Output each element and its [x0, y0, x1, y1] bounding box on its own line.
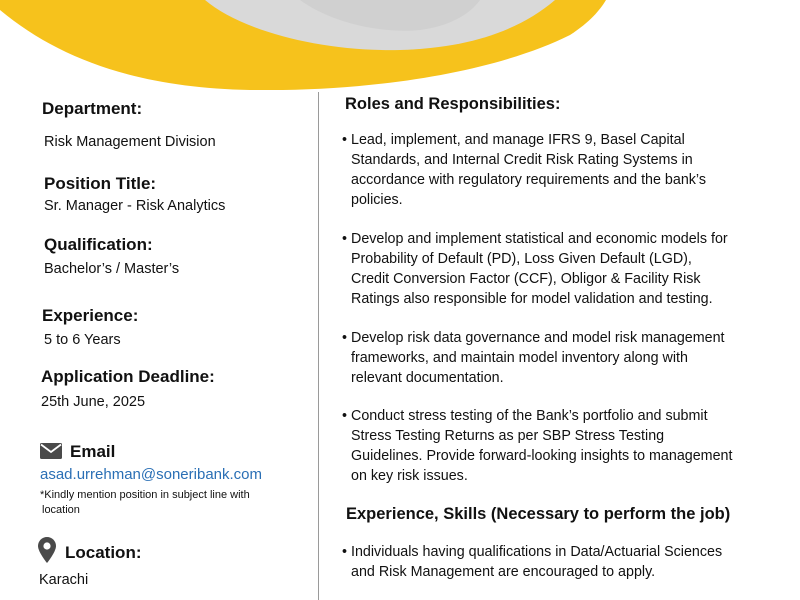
skill-line-text: Individuals having qualifications in Data/Actuarial Sciences — [351, 544, 723, 560]
email-note-line-1: *Kindly mention position in subject line with — [40, 489, 250, 501]
bullet-icon: • — [342, 408, 348, 424]
role-line: Stress Testing Returns as per SBP Stress Testing — [351, 428, 665, 444]
bullet-icon: • — [342, 132, 348, 148]
responsibilities-column — [338, 0, 800, 600]
location-label: Location: — [65, 543, 142, 562]
qualification-value: Bachelor’s / Master’s — [44, 261, 180, 277]
location-value: Karachi — [39, 572, 89, 588]
experience-label: Experience: — [42, 306, 139, 325]
role-line-text: Conduct stress testing of the Bank’s portfolio and submit — [351, 408, 708, 424]
envelope-icon — [40, 443, 62, 459]
role-line-text: Develop and implement statistical and economic models for — [351, 231, 728, 247]
role-item — [342, 406, 794, 486]
role-line: relevant documentation. — [351, 370, 504, 386]
skills-heading: Experience, Skills (Necessary to perform the job) — [346, 505, 731, 523]
role-line: policies. — [351, 192, 403, 208]
role-line: frameworks, and maintain model inventory along with — [351, 350, 688, 366]
role-line: Credit Conversion Factor (CCF), Obligor & Facility Risk — [351, 271, 701, 287]
bullet-icon: • — [342, 231, 348, 247]
role-item — [342, 130, 794, 210]
email-note-line-2: location — [42, 504, 80, 516]
role-line: Standards, and Internal Credit Risk Rating Systems in — [351, 152, 693, 168]
bullet-icon: • — [342, 330, 348, 346]
role-line-text: Develop risk data governance and model risk management — [351, 330, 725, 346]
role-line — [342, 406, 794, 426]
application-deadline-label: Application Deadline: — [41, 367, 215, 386]
bullet-icon: • — [342, 544, 348, 560]
experience-value: 5 to 6 Years — [44, 332, 121, 348]
role-line: on key risk issues. — [351, 468, 468, 484]
map-pin-icon — [38, 537, 56, 563]
role-line: Ratings also responsible for model validation and testing. — [351, 291, 713, 307]
email-address-link[interactable]: asad.urrehman@soneribank.com — [40, 466, 263, 483]
skill-line: and Risk Management are encouraged to apply. — [351, 564, 656, 580]
role-line: accordance with regulatory requirements and the bank’s — [351, 172, 706, 188]
qualification-label: Qualification: — [44, 235, 153, 254]
skill-item — [342, 542, 794, 582]
position-title-label: Position Title: — [44, 174, 157, 193]
role-line — [342, 229, 794, 249]
role-item — [342, 328, 794, 388]
application-deadline-value: 25th June, 2025 — [41, 394, 146, 410]
role-line-text: Lead, implement, and manage IFRS 9, Basel Capital — [351, 132, 685, 148]
position-title-value: Sr. Manager - Risk Analytics — [44, 198, 226, 214]
role-line: Guidelines. Provide forward-looking insights to management — [351, 448, 733, 464]
skill-line — [342, 542, 794, 562]
role-line — [342, 130, 794, 150]
department-value: Risk Management Division — [44, 134, 216, 150]
role-line — [342, 328, 794, 348]
email-label: Email — [70, 442, 116, 461]
role-item — [342, 229, 794, 309]
department-label: Department: — [42, 99, 143, 118]
roles-heading: Roles and Responsibilities: — [345, 95, 561, 113]
role-line: Probability of Default (PD), Loss Given Default (LGD), — [351, 251, 692, 267]
email-note — [40, 488, 300, 518]
job-details-column — [0, 0, 320, 600]
